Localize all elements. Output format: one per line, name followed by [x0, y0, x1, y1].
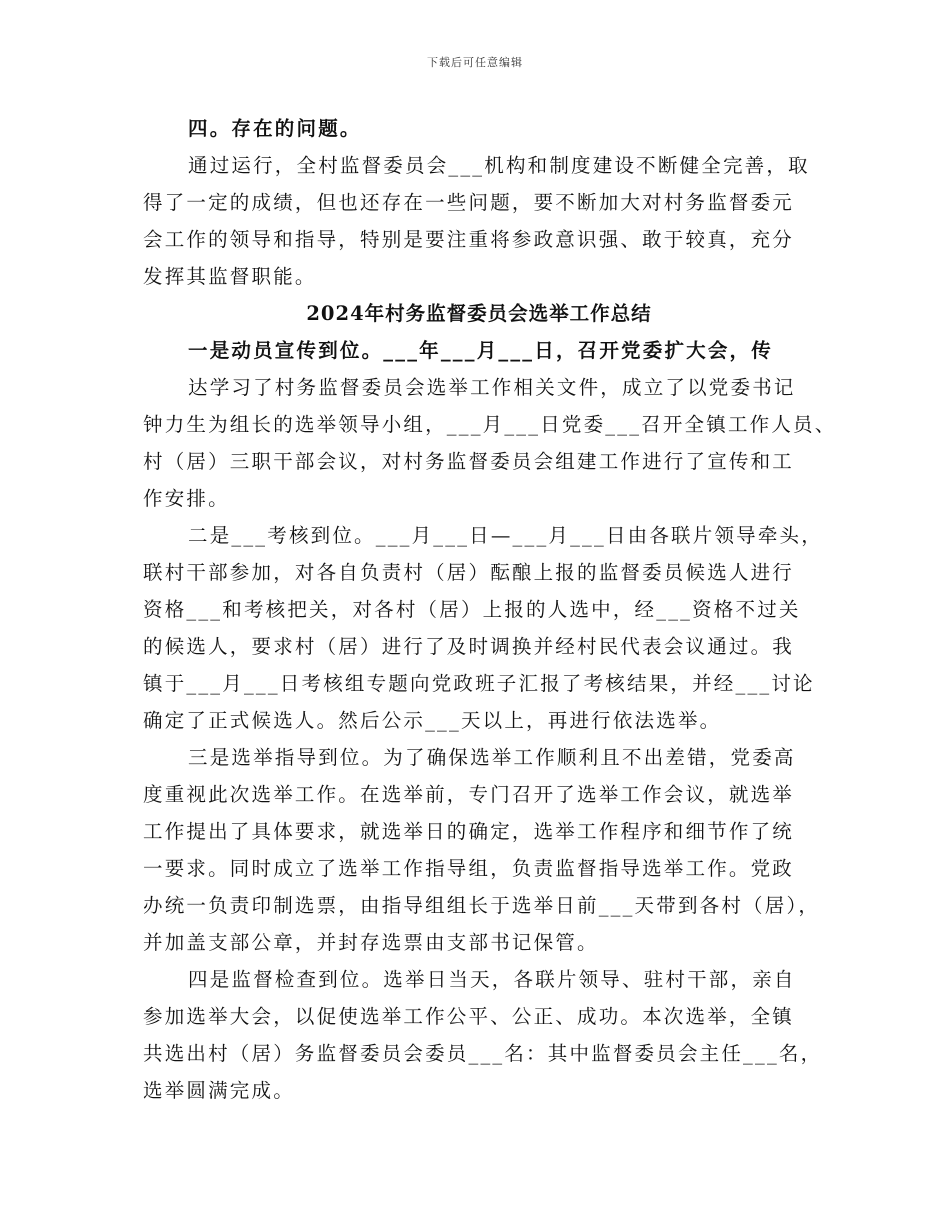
paragraph-line: 二是___考核到位。___月___日—___月___日由各联片领导牵头，: [188, 524, 823, 547]
paragraph-line: 确定了正式候选人。然后公示___天以上，再进行依法选举。: [143, 709, 722, 732]
paragraph-line: 办统一负责印制选票，由指导组组长于选举日前___天带到各村（居），: [143, 894, 821, 917]
paragraph-line: 参加选举大会，以促使选举工作公平、公正、成功。本次选举，全镇: [143, 1005, 795, 1028]
paragraph-line: 度重视此次选举工作。在选举前，专门召开了选举工作会议，就选举: [143, 783, 795, 806]
paragraph-line: 资格___和考核把关，对各村（居）上报的人选中，经___资格不过关: [143, 598, 801, 621]
paragraph-line: 通过运行，全村监督委员会___机构和制度建设不断健全完善，取: [188, 154, 810, 177]
paragraph-line: 钟力生为组长的选举领导小组，___月___日党委___召开全镇工作人员、: [143, 413, 837, 436]
section-heading-mobilization: 一是动员宣传到位。___年___月___日，召开党委扩大会，传: [188, 339, 773, 362]
paragraph-line: 三是选举指导到位。为了确保选举工作顺利且不出差错，党委高: [188, 746, 796, 769]
document-title: 2024年村务监督委员会选举工作总结: [306, 302, 652, 325]
paragraph-line: 共选出村（居）务监督委员会委员___名：其中监督委员会主任___名，: [143, 1042, 823, 1065]
paragraph-line: 会工作的领导和指导，特别是要注重将参政意识强、敢于较真，充分: [143, 228, 795, 251]
paragraph-line: 村（居）三职干部会议，对村务监督委员会组建工作进行了宣传和工: [143, 450, 795, 473]
document-body: [143, 110, 837, 1109]
paragraph-line: 作安排。: [143, 487, 230, 510]
paragraph-line: 选举圆满完成。: [143, 1079, 295, 1102]
paragraph-line: 并加盖支部公章，并封存选票由支部书记保管。: [143, 931, 599, 954]
page-header: 下载后可任意编辑: [427, 56, 523, 69]
paragraph-line: 的候选人，要求村（居）进行了及时调换并经村民代表会议通过。我: [143, 635, 795, 658]
paragraph-line: 工作提出了具体要求，就选举日的确定，选举工作程序和细节作了统: [143, 820, 795, 843]
paragraph-line: 镇于___月___日考核组专题向党政班子汇报了考核结果，并经___讨论: [143, 672, 815, 695]
paragraph-line: 发挥其监督职能。: [143, 265, 317, 288]
paragraph-line: 得了一定的成绩，但也还存在一些问题，要不断加大对村务监督委元: [143, 191, 795, 214]
paragraph-line: 达学习了村务监督委员会选举工作相关文件，成立了以党委书记: [188, 376, 796, 399]
paragraph-line: 一要求。同时成立了选举工作指导组，负责监督指导选举工作。党政: [143, 857, 795, 880]
paragraph-line: 联村干部参加，对各自负责村（居）酝酿上报的监督委员候选人进行: [143, 561, 795, 584]
section-heading-problems: 四。存在的问题。: [188, 117, 362, 140]
paragraph-line: 四是监督检查到位。选举日当天，各联片领导、驻村干部，亲自: [188, 968, 796, 991]
